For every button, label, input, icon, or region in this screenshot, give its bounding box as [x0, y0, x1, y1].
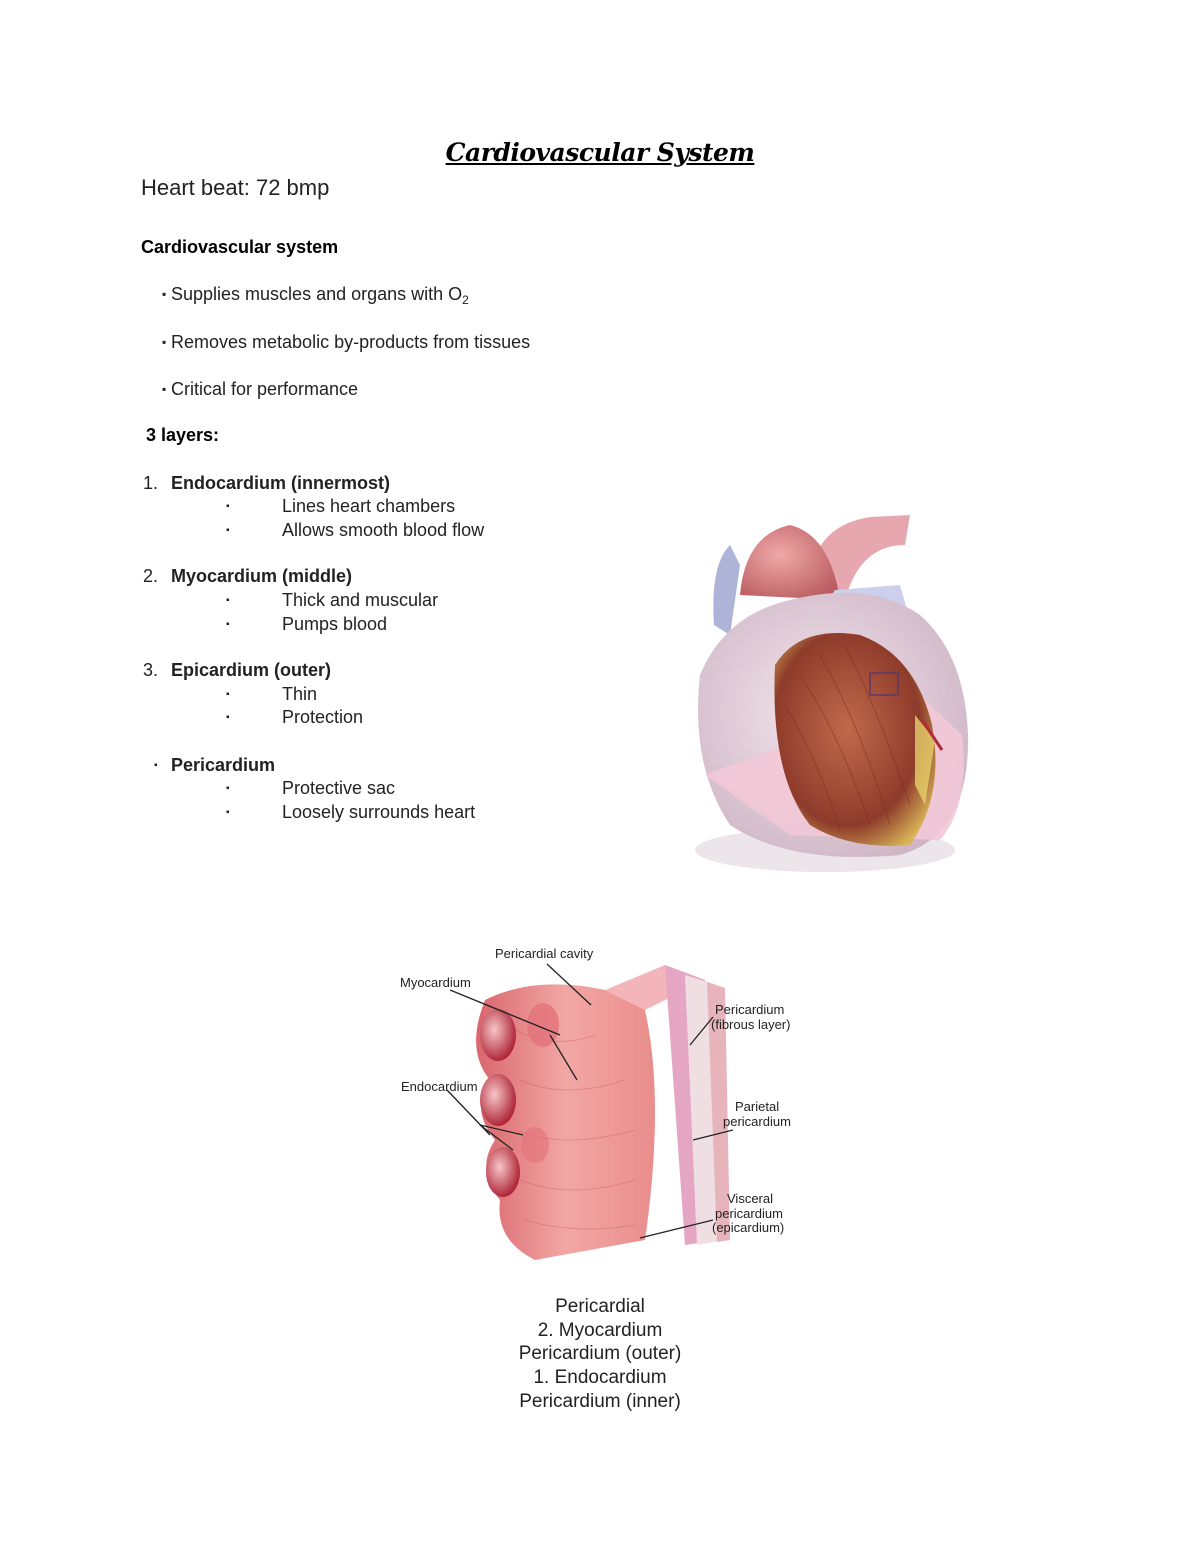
layer-point — [226, 684, 318, 705]
label-parietal: pericardium — [723, 1114, 791, 1129]
bullet-icon: ▪ — [162, 382, 167, 396]
layer-point — [226, 614, 388, 635]
label-pericardium-fibrous: (fibrous layer) — [711, 1017, 791, 1032]
cv-point-text: Removes metabolic by-products from tissues — [171, 332, 531, 352]
cv-point — [162, 284, 469, 305]
label-endocardium: Endocardium — [401, 1079, 478, 1094]
bullet-icon: ▪ — [226, 619, 230, 630]
pericardium-name: Pericardium — [171, 755, 276, 775]
bullet-icon: ▪ — [226, 689, 230, 700]
layers-heading: 3 layers: — [146, 425, 220, 445]
cv-point — [162, 379, 358, 400]
layer-name: Epicardium (outer) — [171, 660, 332, 680]
caption-line: 2. Myocardium — [537, 1320, 663, 1341]
layer-point — [226, 802, 476, 823]
document-title: Cardiovascular System — [445, 138, 755, 167]
layer-name: Myocardium (middle) — [171, 566, 353, 586]
label-pericardial-cavity: Pericardial cavity — [495, 946, 594, 961]
layer-item — [143, 566, 353, 587]
label-myocardium: Myocardium — [400, 975, 471, 990]
label-visceral: Visceral — [727, 1191, 774, 1206]
bullet-icon: ▪ — [162, 335, 167, 349]
layer-point — [226, 520, 485, 541]
layer-point-text: Allows smooth blood flow — [282, 520, 485, 540]
caption-line: 1. Endocardium — [533, 1367, 667, 1388]
layer-item — [143, 473, 391, 494]
bullet-icon: ▪ — [226, 712, 230, 723]
cv-point — [162, 332, 530, 353]
bullet-icon: ▪ — [226, 501, 230, 512]
layer-point — [226, 778, 396, 799]
layer-number: 3. — [143, 660, 159, 680]
pericardium-item — [154, 755, 276, 776]
bullet-icon: ▪ — [226, 595, 230, 606]
label-visceral: pericardium — [715, 1206, 783, 1221]
subscript: 2 — [462, 293, 469, 307]
bullet-icon: ▪ — [226, 783, 230, 794]
bullet-icon: ▪ — [226, 525, 230, 536]
layer-point-text: Protection — [282, 707, 364, 727]
caption-line: Pericardium (outer) — [518, 1343, 682, 1364]
label-pericardium-fibrous: Pericardium — [715, 1002, 785, 1017]
heart-beat-text: Heart beat: 72 bmp — [141, 175, 330, 200]
caption-line: Pericardial — [555, 1296, 645, 1317]
label-visceral: (epicardium) — [712, 1220, 785, 1235]
cv-point-text: Critical for performance — [171, 379, 359, 399]
cardiovascular-heading: Cardiovascular system — [141, 237, 339, 257]
heart-illustration — [670, 505, 980, 880]
bullet-icon: ▪ — [226, 807, 230, 818]
bullet-icon: ▪ — [154, 760, 158, 771]
layer-point — [226, 496, 456, 517]
layer-name: Endocardium (innermost) — [171, 473, 391, 493]
layer-number: 2. — [143, 566, 159, 586]
bullet-icon: ▪ — [162, 287, 167, 301]
heart-wall-diagram — [395, 940, 815, 1270]
layer-number: 1. — [143, 473, 159, 493]
layer-item — [143, 660, 332, 681]
layer-point-text: Thin — [282, 684, 318, 704]
label-parietal: Parietal — [735, 1099, 780, 1114]
layer-point — [226, 707, 364, 728]
layer-point-text: Protective sac — [282, 778, 396, 798]
layer-point-text: Lines heart chambers — [282, 496, 456, 516]
layer-point-text: Pumps blood — [282, 614, 388, 634]
caption-line: Pericardium (inner) — [519, 1391, 681, 1412]
layer-point — [226, 590, 439, 611]
cv-point-text: Supplies muscles and organs with O — [171, 284, 463, 304]
layer-point-text: Loosely surrounds heart — [282, 802, 476, 822]
layer-point-text: Thick and muscular — [282, 590, 439, 610]
